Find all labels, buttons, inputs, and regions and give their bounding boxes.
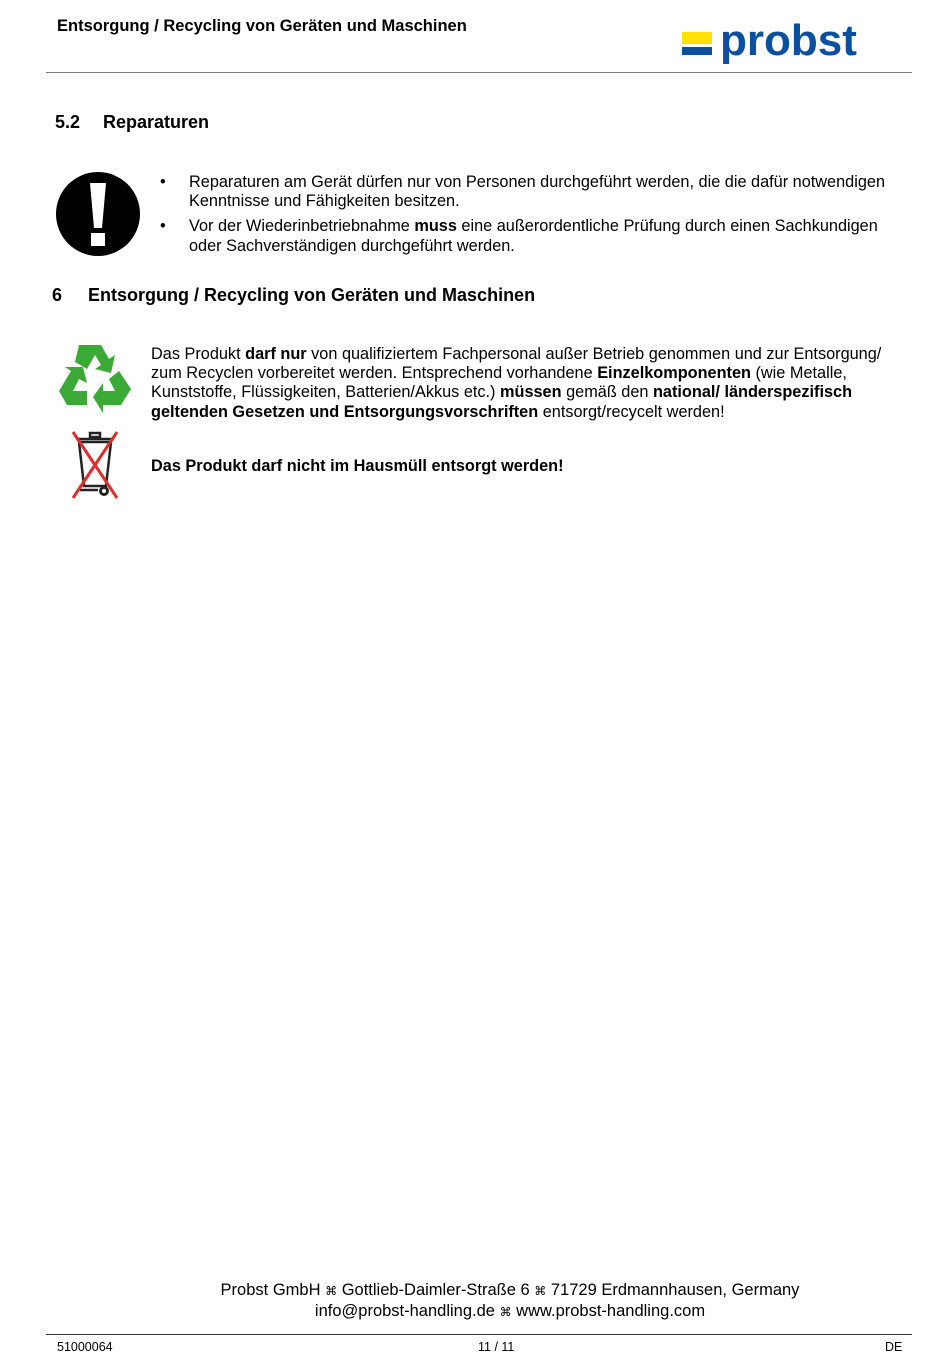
footer-address-line-2 bbox=[0, 1301, 950, 1322]
footer-divider bbox=[46, 1334, 912, 1335]
section-number: 5.2 bbox=[55, 112, 81, 132]
section-number: 6 bbox=[52, 285, 63, 305]
disposal-paragraph bbox=[151, 345, 911, 422]
bullet-text-pre: Vor der Wiederinbetriebnahme bbox=[189, 217, 415, 236]
section-title: Entsorgung / Recycling von Geräten und Maschinen bbox=[88, 285, 536, 305]
bullet-marker: • bbox=[160, 173, 166, 191]
list-item bbox=[160, 173, 910, 211]
footer-address-line-1 bbox=[0, 1280, 950, 1301]
bullet-text: Reparaturen am Gerät dürfen nur von Personen durchgeführt werden, die die dafür notwendigen Kenntnisse und Fähigkeiten besitzen. bbox=[189, 173, 886, 211]
section-heading-6 bbox=[52, 285, 535, 306]
email-link[interactable]: info@probst-handling.de bbox=[314, 1302, 495, 1320]
section-title: Reparaturen bbox=[103, 112, 210, 132]
crossed-out-bin-icon bbox=[70, 430, 120, 500]
separator-icon: ⌘ bbox=[499, 1305, 512, 1319]
recycling-icon bbox=[57, 341, 133, 415]
paragraph-text: von qualifiziertem Fachpersonal außer Betrieb genommen und zur Entsorgung/ zum Recyclen vorbereitet werden. Entsprechend vorhandene bbox=[151, 345, 882, 383]
repair-bullet-list bbox=[160, 173, 910, 262]
exclamation-warning-icon bbox=[55, 171, 141, 257]
document-number: 51000064 bbox=[57, 1340, 113, 1354]
company-name: Probst GmbH bbox=[220, 1281, 321, 1299]
paragraph-text: (wie Metalle, Kunststoffe, Flüssigkeiten, Batterien/Akkus etc.) bbox=[151, 364, 847, 402]
probst-logo bbox=[680, 22, 905, 70]
paragraph-emphasis: darf nur bbox=[245, 345, 307, 363]
paragraph-emphasis: Einzelkomponenten bbox=[597, 364, 751, 383]
street-address: Gottlieb-Daimler-Straße 6 bbox=[341, 1281, 530, 1299]
language-code: DE bbox=[885, 1340, 903, 1354]
footer-address bbox=[0, 1280, 950, 1322]
separator-icon: ⌘ bbox=[325, 1284, 338, 1298]
logo-wordmark: probst bbox=[720, 22, 857, 65]
paragraph-emphasis: müssen bbox=[500, 383, 562, 402]
header-divider bbox=[46, 72, 912, 73]
paragraph-text: gemäß den bbox=[561, 383, 653, 402]
paragraph-text: Das Produkt bbox=[151, 345, 246, 363]
bullet-marker: • bbox=[160, 217, 166, 236]
separator-icon: ⌘ bbox=[534, 1284, 547, 1298]
paragraph-emphasis: national/ länderspezifisch geltenden Gesetzen und Entsorgungsvorschriften bbox=[151, 383, 853, 421]
list-item bbox=[160, 217, 910, 255]
running-header-title: Entsorgung / Recycling von Geräten und Maschinen bbox=[57, 17, 467, 35]
page-number: 11 / 11 bbox=[478, 1340, 515, 1354]
paragraph-text: entsorgt/recycelt werden! bbox=[538, 402, 725, 421]
household-waste-warning: Das Produkt darf nicht im Hausmüll entsorgt werden! bbox=[151, 457, 564, 475]
city-address: 71729 Erdmannhausen, Germany bbox=[550, 1281, 800, 1299]
section-heading-5-2 bbox=[55, 112, 209, 133]
bullet-emphasis: muss bbox=[414, 217, 457, 236]
bullet-text-post: eine außerordentliche Prüfung durch einen Sachkundigen oder Sachverständigen durchgeführt werden. bbox=[189, 217, 878, 255]
website-link[interactable]: www.probst-handling.com bbox=[516, 1302, 706, 1320]
